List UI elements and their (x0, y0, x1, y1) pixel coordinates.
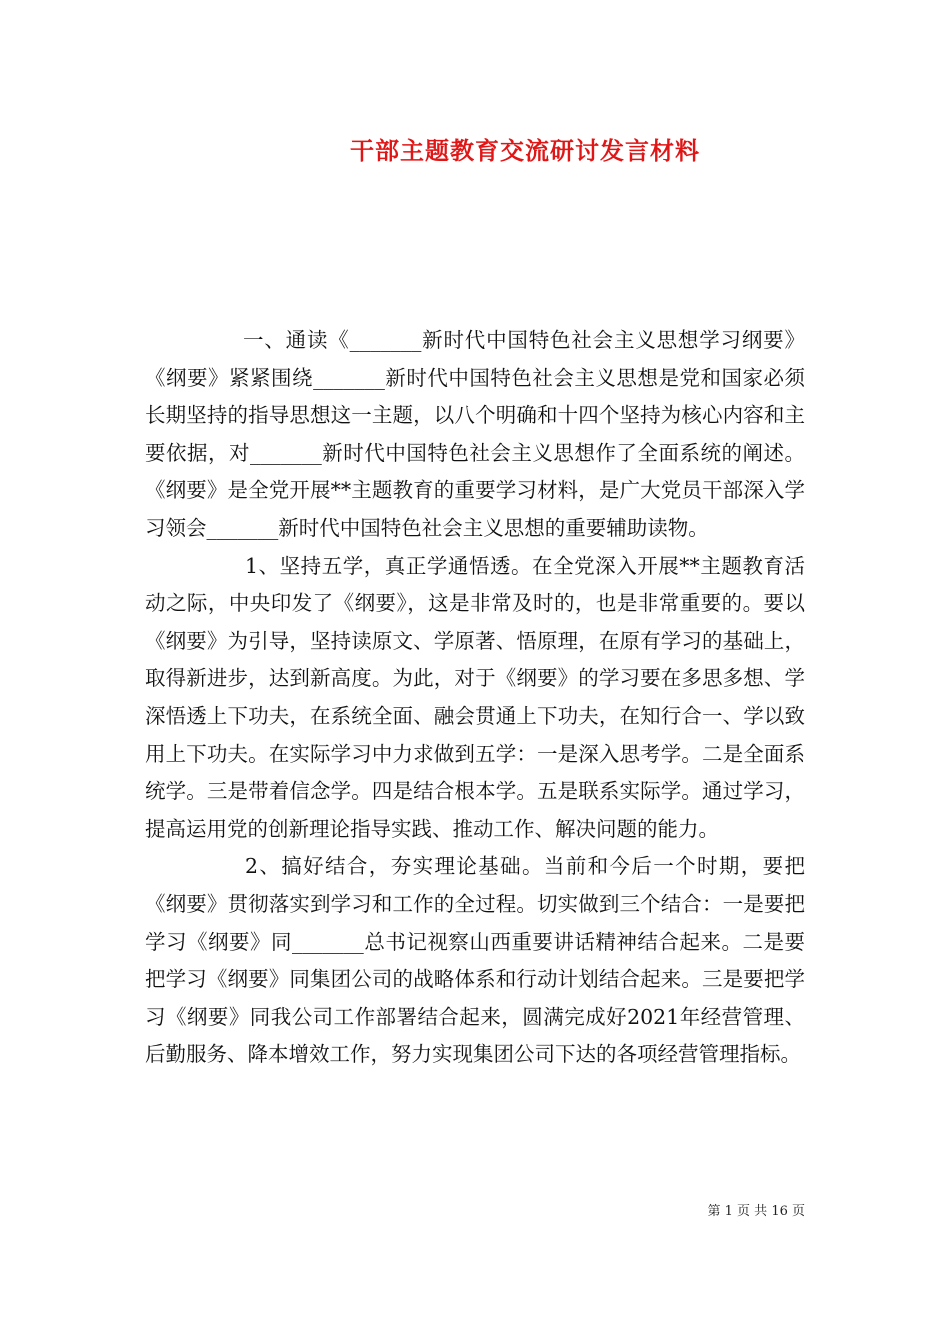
paragraph-point-1: 1、坚持五学，真正学通悟透。在全党深入开展**主题教育活动之际，中央印发了《纲要》，这是非常及时的，也是非常重要的。要以《纲要》为引导，坚持读原文、学原著、悟原理，在原有学习的基础上，取得新进步，达到新高度。为此，对于《纲要》的学习要在多思多想、学深悟透上下功夫，在系统全面、融会贯通上下功夫，在知行合一、学以致用上下功夫。在实际学习中力求做到五学：一是深入思考学。二是全面系统学。三是带着信念学。四是结合根本学。五是联系实际学。通过学习，提高运用党的创新理论指导实践、推动工作、解决问题的能力。 (145, 553, 805, 841)
document-title: 干部主题教育交流研讨发言材料 (350, 136, 700, 165)
page-number-footer: 第 1 页 共 16 页 (707, 1204, 805, 1219)
paragraph-point-2: 2、搞好结合，夯实理论基础。当前和今后一个时期，要把《纲要》贯彻落实到学习和工作的全过程。切实做到三个结合：一是要把学习《纲要》同_______总书记视察山西重要讲话精神结合起来。二是要把学习《纲要》同集团公司的战略体系和行动计划结合起来。三是要把学习《纲要》同我公司工作部署结合起来，圆满完成好2021年经营管理、后勤服务、降本增效工作，努力实现集团公司下达的各项经营管理指标。 (145, 854, 805, 1067)
document-body (145, 322, 805, 1074)
paragraph-section-1: 一、通读《_______新时代中国特色社会主义思想学习纲要》《纲要》紧紧围绕_______新时代中国特色社会主义思想是党和国家必须长期坚持的指导思想这一主题，以八个明确和十四个坚持为核心内容和主要依据，对_______新时代中国特色社会主义思想作了全面系统的阐述。《纲要》是全党开展**主题教育的重要学习材料，是广大党员干部深入学习领会_______新时代中国特色社会主义思想的重要辅助读物。 (145, 328, 805, 540)
